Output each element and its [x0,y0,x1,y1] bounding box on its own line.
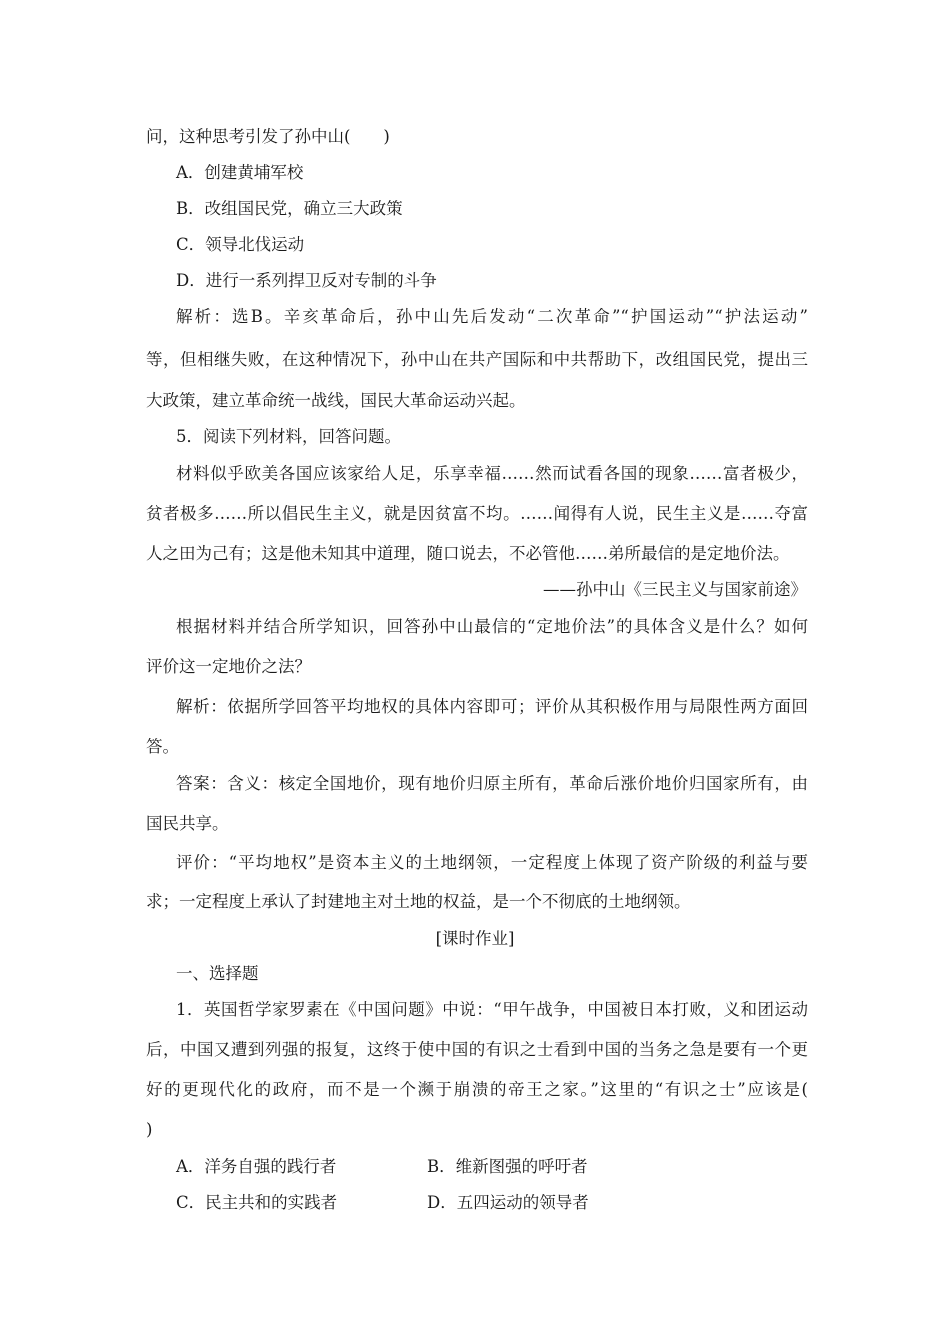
homework-q1-stem-line: 1．英国哲学家罗素在《中国问题》中说：“甲午战争，中国被日本打败，义和团运动 [176,1000,808,1019]
evaluation-line: 求；一定程度上承认了封建地主对土地的权益，是一个不彻底的土地纲领。 [146,892,691,911]
material-line: 贫者极多……所以倡民生主义，就是因贫富不均。……闻得有人说，民生主义是……夺富 [146,504,808,523]
homework-q1-stem-line: 好的更现代化的政府，而不是一个濒于崩溃的帝王之家。”这里的“有识之士”应该是( [146,1080,808,1099]
homework-q1-stem-line: ) [146,1120,153,1139]
homework-option-d: D．五四运动的领导者 [427,1193,589,1212]
homework-q1-stem-line: 后，中国又遭到列强的报复，这终于使中国的有识之士看到中国的当务之急是要有一个更 [146,1040,808,1059]
homework-heading: [课时作业] [435,929,515,948]
question-5-analysis-line: 答。 [146,737,179,756]
option-a: A．创建黄埔军校 [176,163,304,182]
option-c: C．领导北伐运动 [176,235,305,254]
question-4-stem-end: 问，这种思考引发了孙中山( ) [146,127,390,146]
evaluation-line: 评价：“平均地权”是资本主义的土地纲领，一定程度上体现了资产阶级的利益与要 [176,853,808,872]
question-4-analysis-line: 等，但相继失败，在这种情况下，孙中山在共产国际和中共帮助下，改组国民党，提出三 [146,350,808,369]
homework-option-c: C．民主共和的实践者 [176,1193,338,1212]
question-5-analysis-line: 解析：依据所学回答平均地权的具体内容即可；评价从其积极作用与局限性两方面回 [176,697,808,716]
homework-option-b: B．维新图强的呼吁者 [427,1157,588,1176]
question-4-analysis-line: 大政策，建立革命统一战线，国民大革命运动兴起。 [146,391,526,410]
material-line: 人之田为己有；这是他未知其中道理，随口说去，不必管他……弟所最信的是定地价法。 [146,544,790,563]
homework-option-a: A．洋务自强的践行者 [176,1157,337,1176]
material-line: 材料似乎欧美各国应该家给人足，乐享幸福……然而试看各国的现象……富者极少， [176,464,809,483]
option-b: B．改组国民党，确立三大政策 [176,199,403,218]
question-4-analysis-line: 解析：选B。辛亥革命后，孙中山先后发动“二次革命”“护国运动”“护法运动” [176,307,808,326]
answer-line: 国民共享。 [146,814,229,833]
question-5-prompt-line: 根据材料并结合所学知识，回答孙中山最信的“定地价法”的具体含义是什么？如何 [176,617,808,636]
option-d: D．进行一系列捍卫反对专制的斗争 [176,271,437,290]
answer-line: 答案：含义：核定全国地价，现有地价归原主所有，革命后涨价地价归国家所有，由 [176,774,808,793]
material-source: ——孙中山《三民主义与国家前途》 [543,580,807,599]
question-5-stem: 5．阅读下列材料，回答问题。 [176,427,401,446]
question-5-prompt-line: 评价这一定地价之法？ [146,657,311,676]
section-title: 一、选择题 [176,964,259,983]
